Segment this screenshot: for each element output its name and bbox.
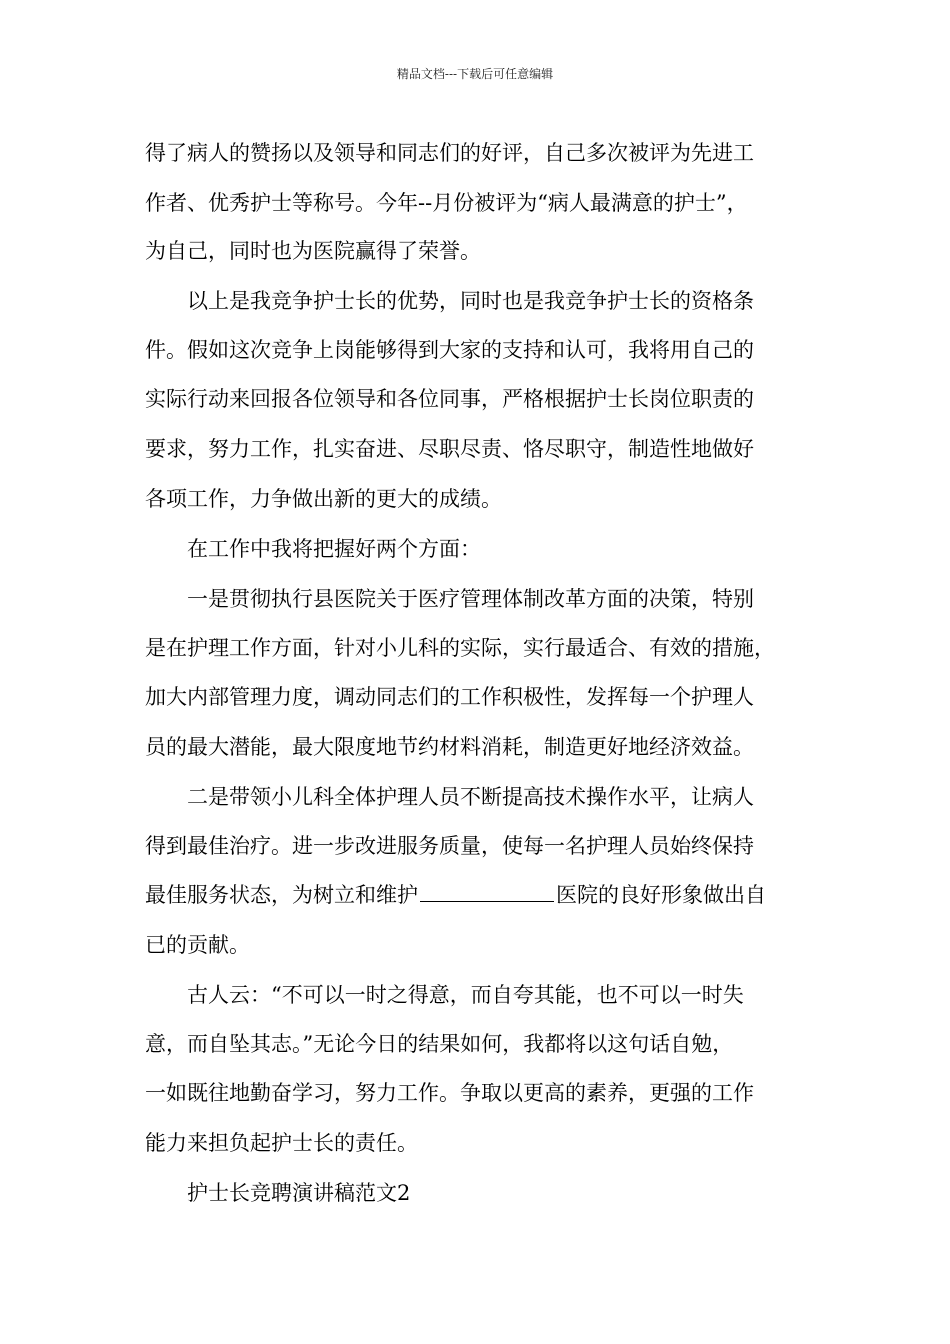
paragraph-2-line-2: 件。假如这次竞争上岗能够得到大家的支持和认可，我将用自己的 — [145, 338, 754, 362]
paragraph-5-line-3-prefix: 最佳服务状态，为树立和维护 — [145, 883, 418, 907]
paragraph-5-line-4: 已的贡献。 — [145, 933, 250, 957]
paragraph-5-line-3 — [145, 880, 766, 910]
paragraph-2-line-4: 要求，努力工作，扎实奋进、尽职尽责、恪尽职守，制造性地做好 — [145, 437, 754, 461]
paragraph-5-line-3-suffix: 医院的良好形象做出自 — [556, 883, 766, 907]
paragraph-3-line-1: 在工作中我将把握好两个方面： — [187, 537, 481, 561]
paragraph-1-line-3: 为自己，同时也为医院赢得了荣誉。 — [145, 239, 481, 263]
paragraph-6-line-3: 一如既往地勤奋学习，努力工作。争取以更高的素养，更强的工作 — [145, 1081, 754, 1105]
paragraph-4-line-3: 加大内部管理力度，调动同志们的工作积极性，发挥每一个护理人 — [145, 685, 754, 709]
paragraph-4-line-4: 员的最大潜能，最大限度地节约材料消耗，制造更好地经济效益。 — [145, 735, 754, 759]
paragraph-1-line-2: 作者、优秀护士等称号。今年--月份被评为“病人最满意的护士”， — [145, 191, 748, 215]
paragraph-1-line-1: 得了病人的赞扬以及领导和同志们的好评，自己多次被评为先进工 — [145, 141, 754, 165]
paragraph-2-line-3: 实际行动来回报各位领导和各位同事，严格根据护士长岗位职责的 — [145, 387, 754, 411]
paragraph-6-line-4: 能力来担负起护士长的责任。 — [145, 1131, 418, 1155]
page-header: 精品文档---下载后可任意编辑 — [396, 67, 554, 81]
paragraph-2-line-5: 各项工作，力争做出新的更大的成绩。 — [145, 487, 502, 511]
fill-in-blank — [420, 883, 554, 902]
paragraph-5-line-2: 得到最佳治疗。进一步改进服务质量，使每一名护理人员始终保持 — [145, 834, 754, 858]
section-heading: 护士长竞聘演讲稿范文2 — [187, 1181, 411, 1205]
paragraph-4-line-2: 是在护理工作方面，针对小儿科的实际，实行最适合、有效的措施， — [145, 636, 775, 660]
paragraph-6-line-1: 古人云：“不可以一时之得意，而自夸其能，也不可以一时失 — [187, 983, 744, 1007]
paragraph-4-line-1: 一是贯彻执行县医院关于医疗管理体制改革方面的决策，特别 — [187, 587, 754, 611]
paragraph-2-line-1: 以上是我竞争护士长的优势，同时也是我竞争护士长的资格条 — [187, 289, 754, 313]
paragraph-5-line-1: 二是带领小儿科全体护理人员不断提高技术操作水平，让病人 — [187, 785, 754, 809]
paragraph-6-line-2: 意，而自坠其志。”无论今日的结果如何，我都将以这句话自勉， — [145, 1032, 734, 1056]
